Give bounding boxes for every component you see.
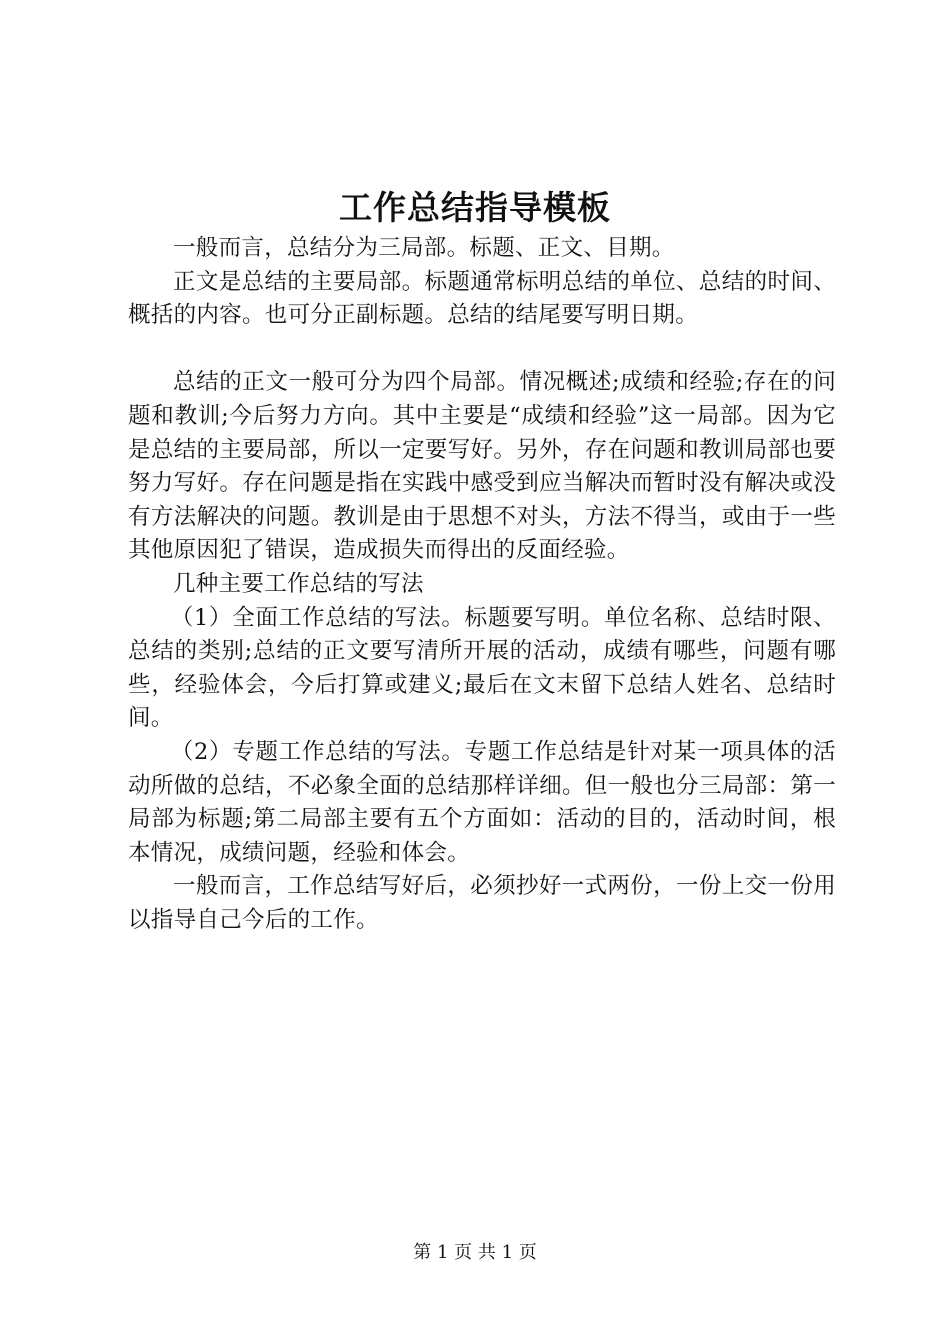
page-footer: 第 1 页 共 1 页 <box>413 1242 537 1263</box>
section-heading-methods: 几种主要工作总结的写法 <box>173 570 424 597</box>
paragraph-comprehensive-summary: （1）全面工作总结的写法。标题要写明。单位名称、总结时限、总结的类别;总结的正文要写清所开展的活动，成绩有哪些，问题有哪些，经验体会，今后打算或建义;最后在文末留下总结人姓名、总结时间。 <box>128 604 836 732</box>
blank-line <box>128 333 836 367</box>
paragraph-intro: 一般而言，总结分为三局部。标题、正文、目期。 <box>173 235 675 261</box>
document-body <box>128 232 836 937</box>
paragraph-four-parts: 总结的正文一般可分为四个局部。情况概述;成绩和经验;存在的问题和教训;今后努力方向。其中主要是“成绩和经验”这一局部。因为它是总结的主要局部，所以一定要写好。另外，存在问题和教训局部也要努力写好。存在问题是指在实践中感受到应当解决而暂时没有解决或没有方法解决的问题。教训是由于思想不对头，方法不得当，或由于一些其他原因犯了错误，造成损失而得出的反面经验。 <box>128 369 836 564</box>
paragraph-topic-summary: （2）专题工作总结的写法。专题工作总结是针对某一项具体的活动所做的总结，不必象全面的总结那样详细。但一般也分三局部：第一局部为标题;第二局部主要有五个方面如：活动的目的，活动时间，根本情况，成绩问题，经验和体会。 <box>128 738 836 866</box>
paragraph-main-part: 正文是总结的主要局部。标题通常标明总结的单位、总结的时间、概括的内容。也可分正副标题。总结的结尾要写明日期。 <box>128 268 836 329</box>
document-title: 工作总结指导模板 <box>339 188 611 227</box>
paragraph-closing: 一般而言，工作总结写好后，必须抄好一式两份，一份上交一份用以指导自己今后的工作。 <box>128 873 836 933</box>
